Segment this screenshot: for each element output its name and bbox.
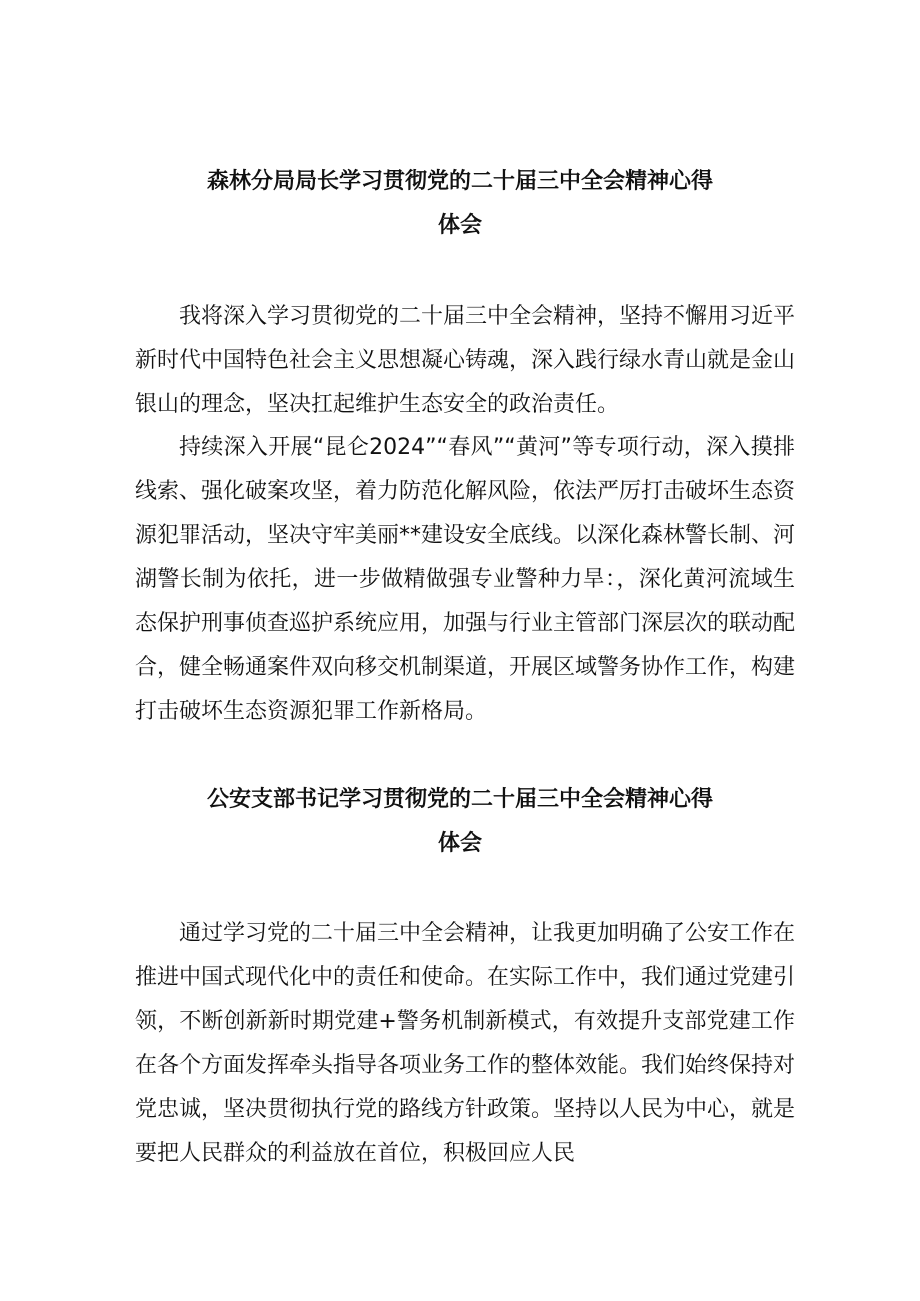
section-1-paragraph-2: 持续深入开展“昆仑2024”“春风”“黄河”等专项行动，深入摸排线索、强化破案攻坚，着力防范化解风险，依法严厉打击破坏生态资源犯罪活动，坚决守牢美丽**建设安全底线。以深化森林警长制、河湖警长制为依托，进一步做精做强专业警种力旱：，深化黄河流域生态保护刑事侦查巡护系统应用，加强与行业主管部门深层次的联动配合，健全畅通案件双向移交机制渠道，开展区域警务协作工作，构建打击破坏生态资源犯罪工作新格局。 bbox=[135, 435, 796, 724]
section-1-title-line1: 森林分局局长学习贯彻党的二十届三中全会精神心得 bbox=[206, 169, 713, 194]
section-2-title bbox=[130, 778, 790, 866]
section-2-title-line2: 体会 bbox=[437, 831, 482, 856]
section-1-title bbox=[130, 160, 790, 248]
section-1-paragraph-1: 我将深入学习贯彻党的二十届三中全会精神，坚持不懈用习近平新时代中国特色社会主义思想凝心铸魂，深入践行绿水青山就是金山银山的理念，坚决扛起维护生态安全的政治责任。 bbox=[135, 304, 796, 417]
section-1-title-line2: 体会 bbox=[437, 213, 482, 238]
section-2-paragraph-1: 通过学习党的二十届三中全会精神，让我更加明确了公安工作在推进中国式现代化中的责任和使命。在实际工作中，我们通过党建引领，不断创新新时期党建+警务机制新模式，有效提升支部党建工作在各个方面发挥牵头指导各项业务工作的整体效能。我们始终保持对党忠诚，坚决贯彻执行党的路线方针政策。坚持以人民为中心，就是要把人民群众的利益放在首位，积极回应人民 bbox=[135, 921, 796, 1166]
section-2-title-line1: 公安支部书记学习贯彻党的二十届三中全会精神心得 bbox=[206, 787, 713, 812]
